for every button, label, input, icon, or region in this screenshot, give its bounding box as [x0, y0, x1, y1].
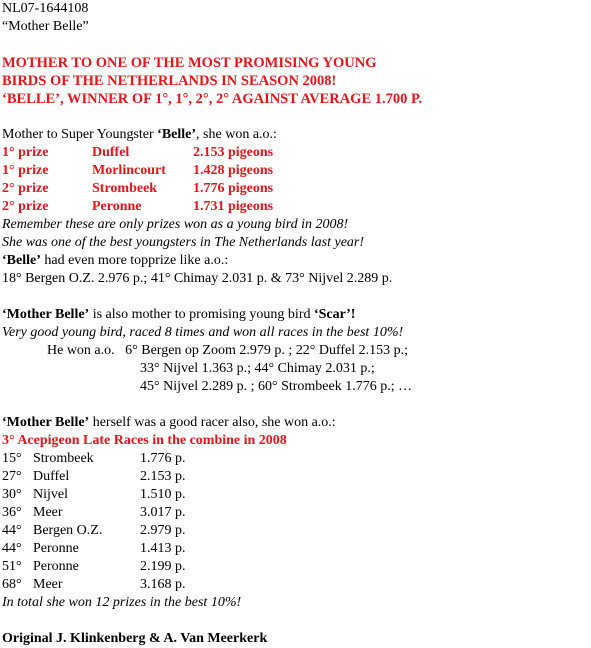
racer-intro [2, 414, 591, 432]
racer-intro-name: ‘Mother Belle’ [2, 415, 90, 430]
scar-won-label: He won a.o. [47, 343, 115, 358]
origin-line [2, 630, 591, 648]
race-place: Duffel [33, 469, 70, 484]
race-rank: 27° [2, 469, 22, 484]
race-birds: 2.979 p. [140, 523, 186, 538]
race-row [2, 468, 591, 486]
headline-line-3: ‘BELLE’, WINNER OF 1°, 1°, 2°, 2° AGAINST AVERAGE 1.700 P. [2, 91, 423, 107]
prize-place: Duffel [92, 145, 130, 160]
headline-line-1: MOTHER TO ONE OF THE MOST PROMISING YOUNG [2, 55, 377, 71]
prize-rank: 1° prize [2, 163, 49, 178]
race-place: Peronne [33, 559, 79, 574]
belle-more-text: had even more topprize like a.o.: [40, 253, 229, 268]
belle-intro-before: Mother to Super Youngster [2, 127, 158, 142]
prize-place: Peronne [92, 199, 142, 214]
prize-pigeons: 1.776 pigeons [193, 181, 274, 196]
race-rank: 36° [2, 505, 22, 520]
origin-text: Original J. Klinkenberg & A. Van Meerkerk [2, 631, 268, 646]
race-rank: 30° [2, 487, 22, 502]
race-birds: 3.168 p. [140, 577, 186, 592]
acepigeon-award: 3° Acepigeon Late Races in the combine in 2008 [2, 433, 287, 448]
belle-more [2, 252, 591, 270]
scar-won-results-1: 6° Bergen op Zoom 2.979 p. ; 22° Duffel 2.153 p.; [125, 343, 409, 358]
prize-row [2, 198, 591, 216]
belle-intro-after: , she won a.o.: [196, 127, 277, 142]
prize-place: Morlincourt [92, 163, 166, 178]
race-place: Meer [33, 505, 63, 520]
scar-intro-mother: ‘Mother Belle’ [2, 307, 90, 322]
prize-rank: 1° prize [2, 145, 49, 160]
prize-rank: 2° prize [2, 181, 49, 196]
scar-won-line-3: 45° Nijvel 2.289 p. ; 60° Strombeek 1.776 p.; … [140, 379, 413, 394]
spacer [2, 396, 591, 414]
prize-row [2, 144, 591, 162]
race-birds: 1.776 p. [140, 451, 186, 466]
scar-intro-name: ‘Scar’ [313, 307, 351, 322]
headline-line-2: BIRDS OF THE NETHERLANDS IN SEASON 2008! [2, 73, 337, 89]
belle-note-1: Remember these are only prizes won as a young bird in 2008! [2, 217, 349, 232]
prize-pigeons: 1.428 pigeons [193, 163, 274, 178]
race-rank: 44° [2, 523, 22, 538]
race-place: Peronne [33, 541, 79, 556]
race-birds: 3.017 p. [140, 505, 186, 520]
belle-more-name: ‘Belle’ [2, 253, 41, 268]
scar-intro-end: ! [350, 307, 356, 322]
race-row [2, 540, 591, 558]
prize-row [2, 180, 591, 198]
race-place: Nijvel [33, 487, 68, 502]
pigeon-name: “Mother Belle” [2, 19, 89, 34]
scar-note: Very good young bird, raced 8 times and won all races in the best 10%! [2, 325, 404, 340]
spacer [2, 36, 591, 54]
race-birds: 2.153 p. [140, 469, 186, 484]
race-row [2, 558, 591, 576]
belle-note-2: She was one of the best youngsters in The Netherlands last year! [2, 235, 365, 250]
race-place: Meer [33, 577, 63, 592]
race-row [2, 504, 591, 522]
race-rank: 68° [2, 577, 22, 592]
race-row [2, 486, 591, 504]
scar-intro [2, 306, 591, 324]
prize-rank: 2° prize [2, 199, 49, 214]
spacer [2, 612, 591, 630]
belle-more-list: 18° Bergen O.Z. 2.976 p.; 41° Chimay 2.031 p. & 73° Nijvel 2.289 p. [2, 271, 393, 286]
scar-won-line-2: 33° Nijvel 1.363 p.; 44° Chimay 2.031 p.; [140, 361, 375, 376]
prize-pigeons: 1.731 pigeons [193, 199, 274, 214]
prize-row [2, 162, 591, 180]
belle-intro-name: ‘Belle’ [157, 127, 197, 142]
belle-intro [2, 126, 591, 144]
race-rank: 51° [2, 559, 22, 574]
spacer [2, 288, 591, 306]
racer-total: In total she won 12 prizes in the best 10%! [2, 595, 242, 610]
racer-intro-text: herself was a good racer also, she won a.o.: [89, 415, 336, 430]
spacer [2, 108, 591, 126]
race-row [2, 576, 591, 594]
race-place: Bergen O.Z. [33, 523, 103, 538]
race-birds: 1.510 p. [140, 487, 186, 502]
ring-number: NL07-1644108 [2, 1, 89, 16]
race-place: Strombeek [33, 451, 94, 466]
race-rank: 44° [2, 541, 22, 556]
scar-won-line-1 [2, 342, 591, 360]
race-birds: 2.199 p. [140, 559, 186, 574]
prize-place: Strombeek [92, 181, 158, 196]
race-row [2, 522, 591, 540]
race-rank: 15° [2, 451, 22, 466]
prize-pigeons: 2.153 pigeons [193, 145, 274, 160]
race-birds: 1.413 p. [140, 541, 186, 556]
scar-intro-mid: is also mother to promising young bird [89, 307, 314, 322]
race-row [2, 450, 591, 468]
